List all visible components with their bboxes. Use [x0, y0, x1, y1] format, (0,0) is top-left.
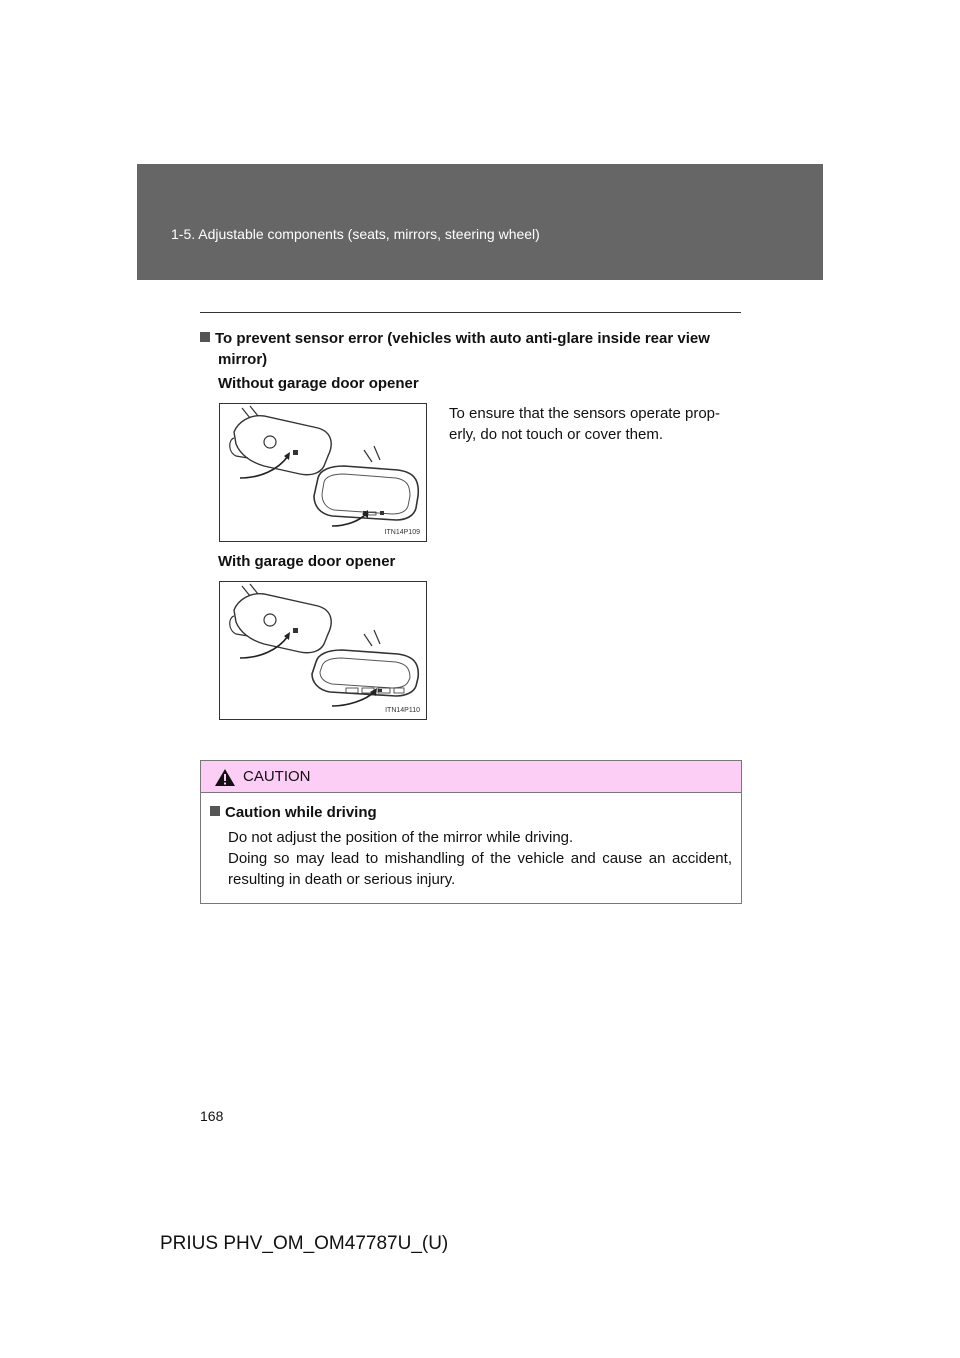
caution-box — [200, 760, 742, 904]
figure-mirror-with-opener — [219, 581, 427, 720]
caution-body — [210, 804, 732, 890]
label-with-garage-opener: With garage door opener — [218, 553, 396, 570]
caution-header — [201, 761, 741, 793]
sensor-description-line1: To ensure that the sensors operate prop- — [449, 405, 720, 422]
figure-code: ITN14P109 — [384, 529, 420, 536]
label-without-garage-opener: Without garage door opener — [218, 375, 419, 392]
caution-subtitle-text: Caution while driving — [225, 804, 377, 821]
mirror-illustration-2 — [220, 582, 426, 719]
section-divider — [200, 312, 741, 313]
section-title-line1: To prevent sensor error (vehicles with auto anti-glare inside rear view — [215, 330, 710, 347]
document-footer: PRIUS PHV_OM_OM47787U_(U) — [160, 1233, 449, 1254]
mirror-illustration-1 — [220, 404, 426, 541]
section-breadcrumb: 1-5. Adjustable components (seats, mirrors, steering wheel) — [171, 226, 540, 242]
section-title — [200, 328, 741, 370]
caution-text — [210, 827, 732, 890]
section-title-line2: mirror) — [218, 351, 268, 368]
page-number: 168 — [200, 1108, 224, 1124]
bullet-square-icon — [210, 806, 220, 816]
caution-subtitle — [210, 804, 732, 821]
bullet-square-icon — [200, 332, 210, 342]
figure-mirror-without-opener — [219, 403, 427, 542]
caution-text-line1: Do not adjust the position of the mirror while driving. — [228, 829, 574, 846]
sensor-description-line2: erly, do not touch or cover them. — [449, 426, 663, 443]
warning-triangle-icon — [214, 768, 236, 792]
caution-title: CAUTION — [243, 768, 311, 785]
header-band — [137, 164, 823, 280]
caution-text-line2: Doing so may lead to mishandling of the vehicle and cause an accident, resulting in death or serious injury. — [228, 850, 732, 888]
sensor-description — [449, 403, 739, 445]
figure-code: ITN14P110 — [385, 707, 420, 714]
